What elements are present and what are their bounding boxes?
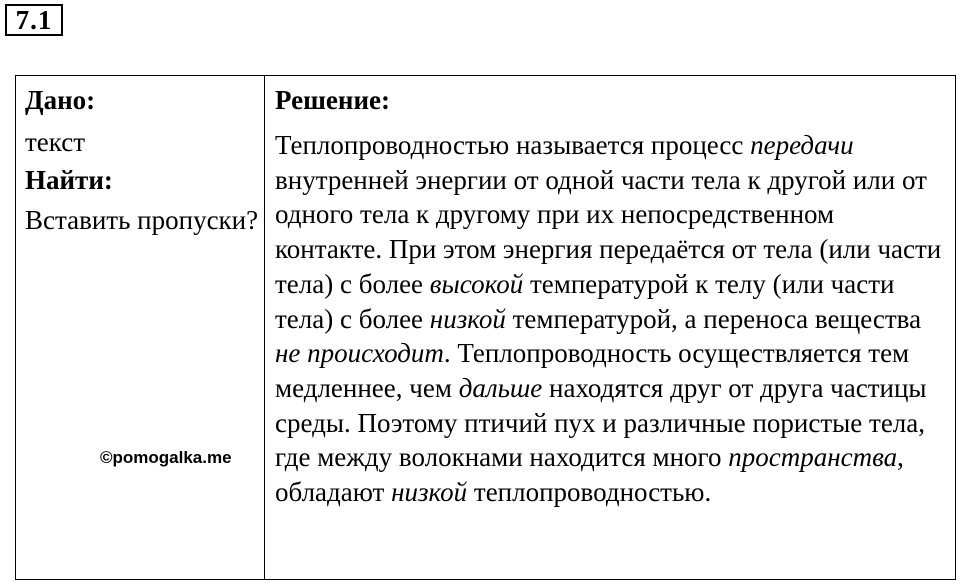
solution-segment-italic: высокой (429, 268, 524, 299)
given-column (16, 76, 265, 579)
solution-segment-italic: передачи (750, 130, 854, 160)
solution-heading: Решение: (275, 85, 390, 115)
solution-column (265, 76, 955, 579)
given-value: текст (25, 127, 86, 157)
solution-segment: , обладают (275, 442, 904, 508)
solution-segment: находятся друг от друга частицы среды. Поэтому птичий пух и различные пористые тела, где между волокнами находится много (275, 372, 927, 473)
solution-segment: температурой к телу (или части тела) с более (275, 268, 895, 334)
task-number: 7.1 (5, 4, 63, 36)
find-value: Вставить пропуски? (25, 205, 259, 235)
solution-text (275, 128, 945, 510)
solution-segment: температурой, а переноса вещества (505, 303, 922, 334)
solution-segment-italic: дальше (458, 372, 543, 403)
solution-segment: . Теплопроводность осуществляется тем медленнее, чем (275, 338, 910, 403)
solution-table (15, 75, 956, 580)
solution-segment-italic: пространства (728, 442, 898, 473)
solution-segment-italic: низкой (391, 477, 468, 508)
find-heading: Найти: (25, 165, 113, 195)
solution-segment-italic: не происходит (275, 338, 444, 369)
solution-segment-italic: низкой (429, 303, 506, 334)
solution-segment: теплопроводностью. (467, 477, 712, 508)
solution-segment: Теплопроводностью называется процесс (275, 130, 751, 160)
given-heading: Дано: (25, 85, 96, 115)
solution-segment: внутренней энергии от одной части тела к другой или от одного тела к другому при их непосредственном контакте. При этом энергия передаётся от тела (или части тела) с более (275, 164, 942, 299)
watermark: ©pomogalka.me (100, 448, 232, 467)
